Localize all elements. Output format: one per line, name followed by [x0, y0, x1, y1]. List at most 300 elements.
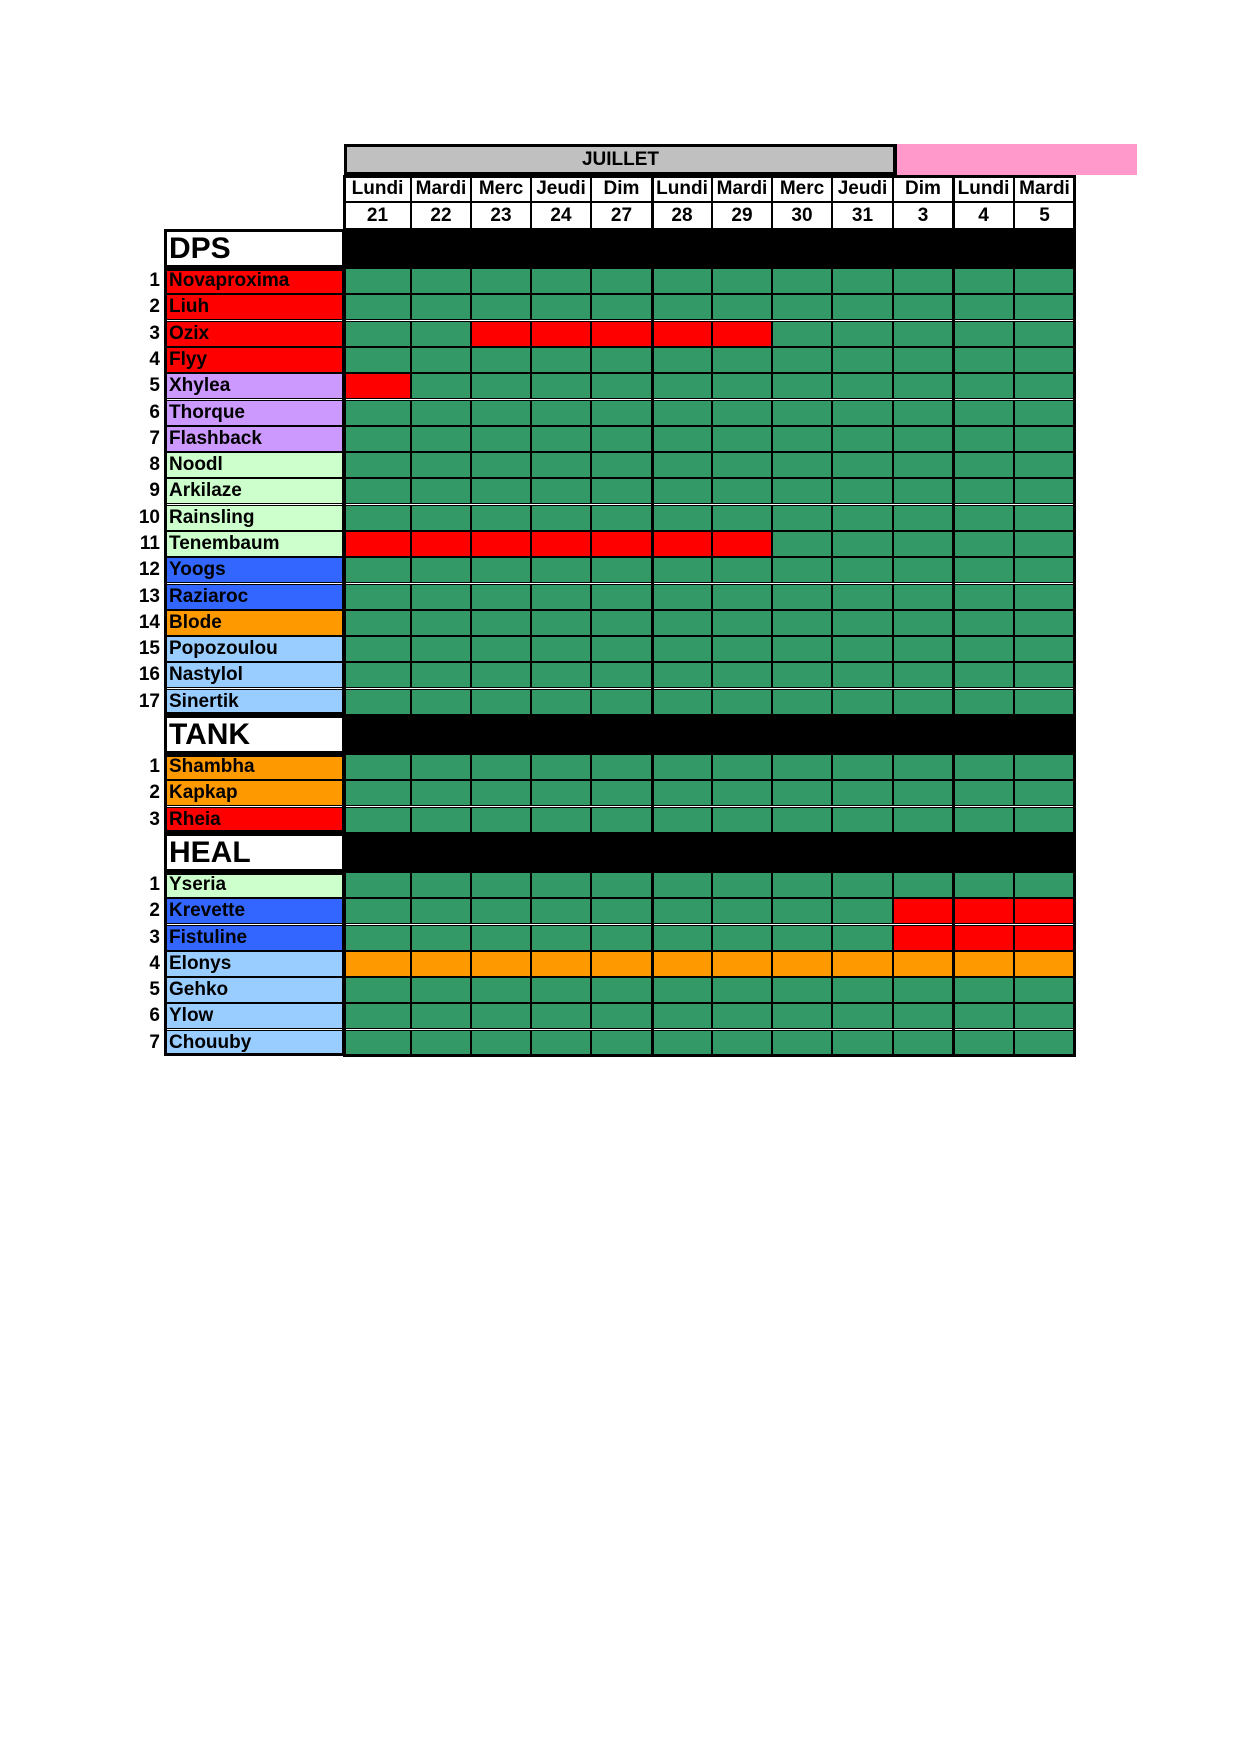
availability-cell[interactable] [344, 925, 411, 951]
availability-cell[interactable] [411, 977, 471, 1003]
availability-cell[interactable] [893, 294, 953, 320]
availability-cell[interactable] [953, 780, 1014, 806]
availability-cell[interactable] [832, 898, 893, 924]
availability-cell[interactable] [471, 452, 531, 478]
availability-cell[interactable] [411, 294, 471, 320]
availability-cell[interactable] [344, 426, 411, 452]
availability-cell[interactable] [893, 1003, 953, 1029]
availability-cell[interactable] [411, 898, 471, 924]
availability-cell[interactable] [1014, 400, 1075, 426]
availability-cell[interactable] [772, 294, 832, 320]
availability-cell[interactable] [531, 294, 591, 320]
availability-cell[interactable] [411, 1003, 471, 1029]
availability-cell[interactable] [953, 872, 1014, 898]
availability-cell[interactable] [652, 807, 712, 833]
availability-cell[interactable] [772, 557, 832, 583]
availability-cell[interactable] [411, 872, 471, 898]
availability-cell[interactable] [531, 426, 591, 452]
availability-cell[interactable] [953, 531, 1014, 557]
availability-cell[interactable] [772, 754, 832, 780]
availability-cell[interactable] [772, 478, 832, 504]
availability-cell[interactable] [953, 610, 1014, 636]
availability-cell[interactable] [471, 610, 531, 636]
availability-cell[interactable] [712, 1030, 772, 1056]
availability-cell[interactable] [591, 478, 652, 504]
availability-cell[interactable] [471, 505, 531, 531]
availability-cell[interactable] [471, 478, 531, 504]
availability-cell[interactable] [471, 807, 531, 833]
availability-cell[interactable] [712, 505, 772, 531]
availability-cell[interactable] [411, 531, 471, 557]
availability-cell[interactable] [953, 426, 1014, 452]
availability-cell[interactable] [471, 1030, 531, 1056]
availability-cell[interactable] [591, 294, 652, 320]
availability-cell[interactable] [591, 505, 652, 531]
availability-cell[interactable] [893, 347, 953, 373]
availability-cell[interactable] [953, 584, 1014, 610]
availability-cell[interactable] [652, 294, 712, 320]
availability-cell[interactable] [832, 780, 893, 806]
availability-cell[interactable] [411, 400, 471, 426]
availability-cell[interactable] [471, 780, 531, 806]
availability-cell[interactable] [772, 373, 832, 399]
availability-cell[interactable] [344, 636, 411, 662]
availability-cell[interactable] [1014, 478, 1075, 504]
availability-cell[interactable] [471, 898, 531, 924]
availability-cell[interactable] [1014, 505, 1075, 531]
availability-cell[interactable] [531, 557, 591, 583]
availability-cell[interactable] [953, 951, 1014, 977]
availability-cell[interactable] [471, 951, 531, 977]
availability-cell[interactable] [893, 898, 953, 924]
availability-cell[interactable] [652, 452, 712, 478]
availability-cell[interactable] [591, 1030, 652, 1056]
availability-cell[interactable] [1014, 754, 1075, 780]
availability-cell[interactable] [832, 807, 893, 833]
availability-cell[interactable] [591, 754, 652, 780]
availability-cell[interactable] [471, 531, 531, 557]
availability-cell[interactable] [344, 584, 411, 610]
availability-cell[interactable] [953, 347, 1014, 373]
availability-cell[interactable] [591, 977, 652, 1003]
availability-cell[interactable] [531, 977, 591, 1003]
availability-cell[interactable] [1014, 925, 1075, 951]
availability-cell[interactable] [471, 1003, 531, 1029]
availability-cell[interactable] [531, 1030, 591, 1056]
availability-cell[interactable] [591, 452, 652, 478]
availability-cell[interactable] [471, 426, 531, 452]
availability-cell[interactable] [712, 268, 772, 294]
availability-cell[interactable] [712, 426, 772, 452]
availability-cell[interactable] [832, 1030, 893, 1056]
availability-cell[interactable] [652, 373, 712, 399]
availability-cell[interactable] [411, 780, 471, 806]
availability-cell[interactable] [471, 662, 531, 688]
availability-cell[interactable] [832, 268, 893, 294]
availability-cell[interactable] [1014, 872, 1075, 898]
availability-cell[interactable] [531, 780, 591, 806]
availability-cell[interactable] [531, 321, 591, 347]
availability-cell[interactable] [411, 807, 471, 833]
availability-cell[interactable] [1014, 321, 1075, 347]
availability-cell[interactable] [832, 584, 893, 610]
availability-cell[interactable] [893, 807, 953, 833]
availability-cell[interactable] [953, 636, 1014, 662]
availability-cell[interactable] [531, 754, 591, 780]
availability-cell[interactable] [1014, 347, 1075, 373]
availability-cell[interactable] [712, 951, 772, 977]
availability-cell[interactable] [772, 1003, 832, 1029]
availability-cell[interactable] [1014, 780, 1075, 806]
availability-cell[interactable] [772, 531, 832, 557]
availability-cell[interactable] [893, 584, 953, 610]
availability-cell[interactable] [471, 925, 531, 951]
availability-cell[interactable] [652, 505, 712, 531]
availability-cell[interactable] [832, 347, 893, 373]
availability-cell[interactable] [591, 872, 652, 898]
availability-cell[interactable] [893, 689, 953, 715]
availability-cell[interactable] [411, 1030, 471, 1056]
availability-cell[interactable] [471, 268, 531, 294]
availability-cell[interactable] [471, 872, 531, 898]
availability-cell[interactable] [344, 505, 411, 531]
availability-cell[interactable] [953, 1030, 1014, 1056]
availability-cell[interactable] [953, 977, 1014, 1003]
availability-cell[interactable] [772, 689, 832, 715]
availability-cell[interactable] [1014, 373, 1075, 399]
availability-cell[interactable] [953, 898, 1014, 924]
availability-cell[interactable] [591, 584, 652, 610]
availability-cell[interactable] [893, 268, 953, 294]
availability-cell[interactable] [344, 400, 411, 426]
availability-cell[interactable] [411, 347, 471, 373]
availability-cell[interactable] [652, 689, 712, 715]
availability-cell[interactable] [832, 400, 893, 426]
availability-cell[interactable] [652, 347, 712, 373]
availability-cell[interactable] [652, 977, 712, 1003]
availability-cell[interactable] [1014, 807, 1075, 833]
availability-cell[interactable] [531, 452, 591, 478]
availability-cell[interactable] [344, 321, 411, 347]
availability-cell[interactable] [344, 268, 411, 294]
availability-cell[interactable] [344, 347, 411, 373]
availability-cell[interactable] [652, 478, 712, 504]
availability-cell[interactable] [712, 925, 772, 951]
availability-cell[interactable] [591, 321, 652, 347]
availability-cell[interactable] [471, 400, 531, 426]
availability-cell[interactable] [953, 1003, 1014, 1029]
availability-cell[interactable] [712, 347, 772, 373]
availability-cell[interactable] [344, 898, 411, 924]
availability-cell[interactable] [591, 807, 652, 833]
availability-cell[interactable] [832, 1003, 893, 1029]
availability-cell[interactable] [772, 268, 832, 294]
availability-cell[interactable] [953, 373, 1014, 399]
availability-cell[interactable] [893, 754, 953, 780]
availability-cell[interactable] [411, 505, 471, 531]
availability-cell[interactable] [411, 268, 471, 294]
availability-cell[interactable] [531, 689, 591, 715]
availability-cell[interactable] [531, 505, 591, 531]
availability-cell[interactable] [953, 689, 1014, 715]
availability-cell[interactable] [712, 557, 772, 583]
availability-cell[interactable] [344, 531, 411, 557]
availability-cell[interactable] [344, 689, 411, 715]
availability-cell[interactable] [652, 925, 712, 951]
availability-cell[interactable] [1014, 557, 1075, 583]
availability-cell[interactable] [652, 754, 712, 780]
availability-cell[interactable] [1014, 268, 1075, 294]
availability-cell[interactable] [471, 347, 531, 373]
availability-cell[interactable] [712, 321, 772, 347]
availability-cell[interactable] [772, 426, 832, 452]
availability-cell[interactable] [591, 268, 652, 294]
availability-cell[interactable] [1014, 898, 1075, 924]
availability-cell[interactable] [531, 872, 591, 898]
availability-cell[interactable] [832, 689, 893, 715]
availability-cell[interactable] [531, 662, 591, 688]
availability-cell[interactable] [652, 584, 712, 610]
availability-cell[interactable] [411, 584, 471, 610]
availability-cell[interactable] [344, 951, 411, 977]
availability-cell[interactable] [893, 636, 953, 662]
availability-cell[interactable] [591, 780, 652, 806]
availability-cell[interactable] [1014, 1003, 1075, 1029]
availability-cell[interactable] [893, 662, 953, 688]
availability-cell[interactable] [471, 636, 531, 662]
availability-cell[interactable] [652, 557, 712, 583]
availability-cell[interactable] [832, 610, 893, 636]
availability-cell[interactable] [712, 780, 772, 806]
availability-cell[interactable] [1014, 1030, 1075, 1056]
availability-cell[interactable] [531, 373, 591, 399]
availability-cell[interactable] [772, 505, 832, 531]
availability-cell[interactable] [953, 321, 1014, 347]
availability-cell[interactable] [893, 780, 953, 806]
availability-cell[interactable] [832, 662, 893, 688]
availability-cell[interactable] [531, 478, 591, 504]
availability-cell[interactable] [893, 373, 953, 399]
availability-cell[interactable] [591, 373, 652, 399]
availability-cell[interactable] [652, 400, 712, 426]
availability-cell[interactable] [712, 689, 772, 715]
availability-cell[interactable] [1014, 610, 1075, 636]
availability-cell[interactable] [712, 478, 772, 504]
availability-cell[interactable] [531, 584, 591, 610]
availability-cell[interactable] [591, 557, 652, 583]
availability-cell[interactable] [531, 268, 591, 294]
availability-cell[interactable] [953, 807, 1014, 833]
availability-cell[interactable] [1014, 294, 1075, 320]
availability-cell[interactable] [832, 872, 893, 898]
availability-cell[interactable] [893, 557, 953, 583]
availability-cell[interactable] [531, 610, 591, 636]
availability-cell[interactable] [712, 898, 772, 924]
availability-cell[interactable] [712, 872, 772, 898]
availability-cell[interactable] [652, 780, 712, 806]
availability-cell[interactable] [591, 636, 652, 662]
availability-cell[interactable] [772, 951, 832, 977]
availability-cell[interactable] [344, 754, 411, 780]
availability-cell[interactable] [591, 1003, 652, 1029]
availability-cell[interactable] [712, 531, 772, 557]
availability-cell[interactable] [953, 754, 1014, 780]
availability-cell[interactable] [832, 478, 893, 504]
availability-cell[interactable] [344, 780, 411, 806]
availability-cell[interactable] [832, 505, 893, 531]
availability-cell[interactable] [1014, 452, 1075, 478]
availability-cell[interactable] [652, 636, 712, 662]
availability-cell[interactable] [772, 977, 832, 1003]
availability-cell[interactable] [652, 1003, 712, 1029]
availability-cell[interactable] [712, 1003, 772, 1029]
availability-cell[interactable] [531, 531, 591, 557]
availability-cell[interactable] [893, 505, 953, 531]
availability-cell[interactable] [772, 898, 832, 924]
availability-cell[interactable] [1014, 426, 1075, 452]
availability-cell[interactable] [772, 636, 832, 662]
availability-cell[interactable] [531, 636, 591, 662]
availability-cell[interactable] [411, 754, 471, 780]
availability-cell[interactable] [531, 400, 591, 426]
availability-cell[interactable] [712, 610, 772, 636]
availability-cell[interactable] [1014, 636, 1075, 662]
availability-cell[interactable] [712, 452, 772, 478]
availability-cell[interactable] [772, 925, 832, 951]
availability-cell[interactable] [531, 347, 591, 373]
availability-cell[interactable] [953, 925, 1014, 951]
availability-cell[interactable] [832, 321, 893, 347]
availability-cell[interactable] [772, 321, 832, 347]
availability-cell[interactable] [591, 898, 652, 924]
availability-cell[interactable] [893, 925, 953, 951]
availability-cell[interactable] [772, 584, 832, 610]
availability-cell[interactable] [652, 951, 712, 977]
availability-cell[interactable] [772, 347, 832, 373]
availability-cell[interactable] [591, 925, 652, 951]
availability-cell[interactable] [772, 610, 832, 636]
availability-cell[interactable] [411, 925, 471, 951]
availability-cell[interactable] [832, 426, 893, 452]
availability-cell[interactable] [344, 1030, 411, 1056]
availability-cell[interactable] [531, 925, 591, 951]
availability-cell[interactable] [893, 951, 953, 977]
availability-cell[interactable] [832, 951, 893, 977]
availability-cell[interactable] [772, 400, 832, 426]
availability-cell[interactable] [652, 1030, 712, 1056]
availability-cell[interactable] [591, 347, 652, 373]
availability-cell[interactable] [1014, 584, 1075, 610]
availability-cell[interactable] [893, 478, 953, 504]
availability-cell[interactable] [411, 321, 471, 347]
availability-cell[interactable] [893, 610, 953, 636]
availability-cell[interactable] [893, 426, 953, 452]
availability-cell[interactable] [712, 294, 772, 320]
availability-cell[interactable] [953, 557, 1014, 583]
availability-cell[interactable] [953, 662, 1014, 688]
availability-cell[interactable] [772, 872, 832, 898]
availability-cell[interactable] [531, 807, 591, 833]
availability-cell[interactable] [471, 373, 531, 399]
availability-cell[interactable] [712, 807, 772, 833]
availability-cell[interactable] [652, 426, 712, 452]
availability-cell[interactable] [344, 294, 411, 320]
availability-cell[interactable] [591, 662, 652, 688]
availability-cell[interactable] [953, 452, 1014, 478]
availability-cell[interactable] [411, 689, 471, 715]
availability-cell[interactable] [772, 780, 832, 806]
availability-cell[interactable] [772, 662, 832, 688]
availability-cell[interactable] [344, 478, 411, 504]
availability-cell[interactable] [712, 636, 772, 662]
availability-cell[interactable] [712, 584, 772, 610]
availability-cell[interactable] [344, 557, 411, 583]
availability-cell[interactable] [531, 1003, 591, 1029]
availability-cell[interactable] [471, 321, 531, 347]
availability-cell[interactable] [772, 1030, 832, 1056]
availability-cell[interactable] [953, 478, 1014, 504]
availability-cell[interactable] [591, 689, 652, 715]
availability-cell[interactable] [344, 610, 411, 636]
availability-cell[interactable] [411, 662, 471, 688]
availability-cell[interactable] [832, 925, 893, 951]
availability-cell[interactable] [1014, 951, 1075, 977]
availability-cell[interactable] [893, 452, 953, 478]
availability-cell[interactable] [712, 373, 772, 399]
availability-cell[interactable] [591, 951, 652, 977]
availability-cell[interactable] [893, 872, 953, 898]
availability-cell[interactable] [893, 400, 953, 426]
availability-cell[interactable] [344, 1003, 411, 1029]
availability-cell[interactable] [772, 807, 832, 833]
availability-cell[interactable] [1014, 689, 1075, 715]
availability-cell[interactable] [471, 557, 531, 583]
availability-cell[interactable] [832, 294, 893, 320]
availability-cell[interactable] [471, 294, 531, 320]
availability-cell[interactable] [652, 872, 712, 898]
availability-cell[interactable] [344, 977, 411, 1003]
availability-cell[interactable] [411, 951, 471, 977]
availability-cell[interactable] [953, 294, 1014, 320]
availability-cell[interactable] [1014, 531, 1075, 557]
availability-cell[interactable] [1014, 977, 1075, 1003]
availability-cell[interactable] [344, 452, 411, 478]
availability-cell[interactable] [652, 662, 712, 688]
availability-cell[interactable] [652, 610, 712, 636]
availability-cell[interactable] [652, 898, 712, 924]
availability-cell[interactable] [712, 662, 772, 688]
availability-cell[interactable] [591, 426, 652, 452]
availability-cell[interactable] [652, 321, 712, 347]
availability-cell[interactable] [832, 452, 893, 478]
availability-cell[interactable] [591, 531, 652, 557]
availability-cell[interactable] [832, 754, 893, 780]
availability-cell[interactable] [411, 636, 471, 662]
availability-cell[interactable] [712, 977, 772, 1003]
availability-cell[interactable] [893, 321, 953, 347]
availability-cell[interactable] [531, 898, 591, 924]
availability-cell[interactable] [832, 373, 893, 399]
availability-cell[interactable] [832, 977, 893, 1003]
availability-cell[interactable] [344, 373, 411, 399]
availability-cell[interactable] [411, 373, 471, 399]
availability-cell[interactable] [411, 478, 471, 504]
availability-cell[interactable] [893, 531, 953, 557]
availability-cell[interactable] [772, 452, 832, 478]
availability-cell[interactable] [344, 807, 411, 833]
availability-cell[interactable] [591, 610, 652, 636]
availability-cell[interactable] [832, 557, 893, 583]
